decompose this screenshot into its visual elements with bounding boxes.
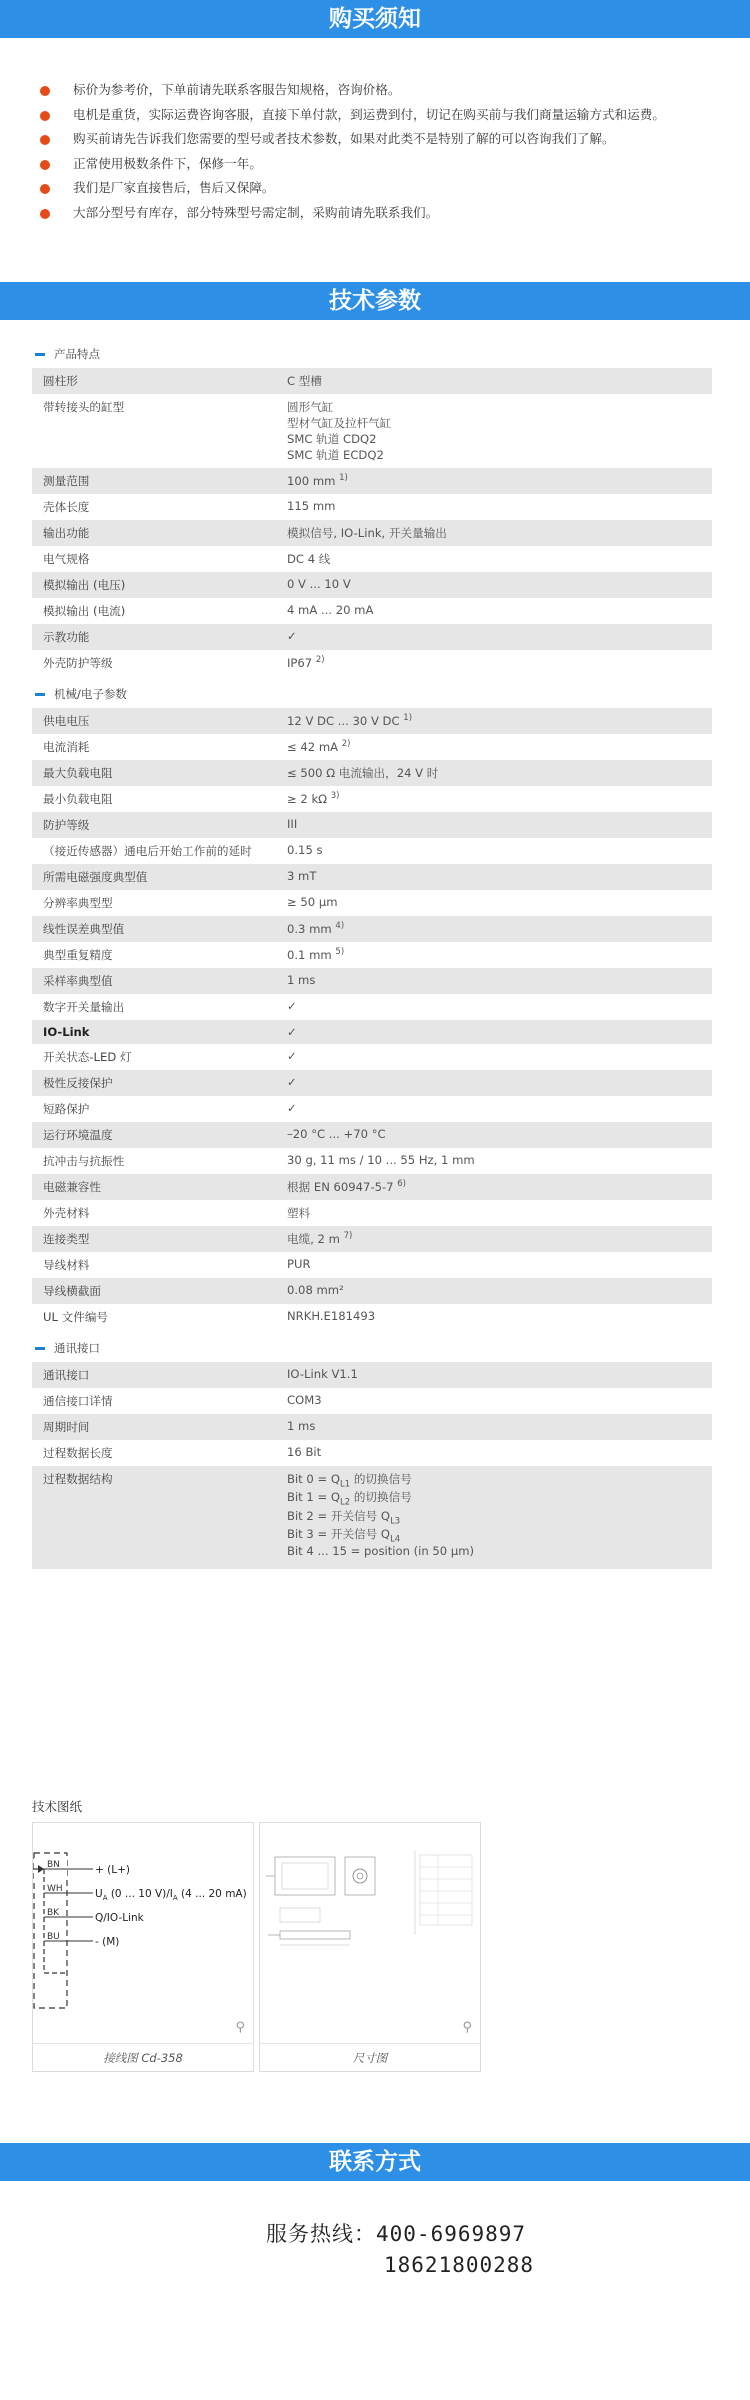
spec-row: 采样率典型值 1 ms — [32, 968, 712, 994]
spec-row: （接近传感器）通电后开始工作前的延时 0.15 s — [43, 843, 323, 858]
notice-item: 电机是重货，实际运费咨询客服，直接下单付款，到运费到付，切记在购买前与我们商量运输方式和运费。 — [36, 103, 736, 128]
dimension-caption: 尺寸图 — [260, 2043, 480, 2071]
check-icon: ✓ — [287, 1049, 297, 1063]
spec-row: UL 文件编号 NRKH.E181493 — [43, 1309, 376, 1324]
spec-row: 分辨率典型型 ≥ 50 µm — [43, 895, 338, 910]
spec-row: 运行环境温度 –20 °C ... +70 °C — [32, 1122, 712, 1148]
wire-bn-label: BN — [47, 1860, 60, 1870]
magnifier-icon[interactable]: ⚲ — [235, 2020, 245, 2035]
spec-row: 连接类型 电缆, 2 m $^{7)}$ — [32, 1226, 712, 1252]
specs-banner — [0, 282, 750, 320]
spec-row: 极性反接保护 ✓ — [32, 1070, 712, 1096]
spec-row: 最大负载电阻 ≤ 500 Ω 电流输出，24 V 时 — [32, 760, 712, 786]
spec-row: 开关状态-LED 灯 ✓ — [32, 1044, 712, 1070]
spec-row: 防护等级 III — [32, 812, 712, 838]
spec-row: 电流消耗 ≤ 42 mA $^{2)}$ — [43, 739, 351, 754]
check-icon: ✓ — [287, 1101, 297, 1115]
section-title: 机械/电子参数 — [32, 680, 712, 708]
magnifier-icon[interactable]: ⚲ — [462, 2020, 472, 2035]
spec-row: 输出功能 模拟信号, IO-Link, 开关量输出 — [32, 520, 712, 546]
spec-row: 壳体长度 115 mm — [43, 499, 336, 514]
drawings-title: 技术图纸 — [32, 1799, 83, 1814]
dimension-drawing-card[interactable] — [259, 1822, 481, 2072]
notice-item: 购买前请先告诉我们您需要的型号或者技术参数，如果对此类不是特别了解的可以咨询我们了解。 — [36, 127, 736, 152]
notice-item: 正常使用极数条件下，保修一年。 — [36, 152, 736, 177]
section-title: 通讯接口 — [32, 1334, 712, 1362]
spec-row: IO-Link ✓ — [32, 1020, 712, 1044]
bullet-icon — [40, 111, 50, 121]
specs-title: 技术参数 — [329, 288, 421, 314]
spec-row: 短路保护 ✓ — [32, 1096, 712, 1122]
check-icon: ✓ — [287, 1075, 297, 1089]
spec-row: 供电电压 12 V DC ... 30 V DC $^{1)}$ — [32, 708, 712, 734]
spec-row: 过程数据长度 16 Bit — [43, 1445, 322, 1460]
bullet-icon — [40, 184, 50, 194]
spec-row: 导线材料 PUR — [43, 1257, 311, 1272]
terminal-analog: $U_A$ (0 ... 10 $V)/I_A$ (4 ... 20 mA) — [95, 1888, 247, 1902]
phone-number: 18621800288 — [384, 2253, 535, 2277]
dash-icon — [35, 353, 45, 356]
wiring-diagram — [33, 1823, 253, 2043]
bullet-icon — [40, 135, 50, 145]
spec-row: 通信接口详情 COM3 — [43, 1393, 322, 1408]
spec-row: 带转接头的缸型 圆形气缸 型材气缸及拉杆气缸 SMC 轨道 CDQ2 SMC 轨道 ECDQ2 — [43, 400, 392, 462]
spec-row: 示教功能 ✓ — [32, 624, 712, 650]
notice-list — [36, 78, 736, 225]
contact-title: 联系方式 — [329, 2149, 421, 2175]
spec-row: 圆柱形 C 型槽 — [32, 368, 712, 394]
dash-icon — [35, 1347, 45, 1350]
spec-row: 电气规格 DC 4 线 — [43, 552, 331, 566]
spec-row: 测量范围 100 mm $^{1)}$ — [32, 468, 712, 494]
terminal-m: - (M) — [95, 1936, 120, 1948]
hotline-text: 服务热线：400-6969897 — [266, 2222, 527, 2246]
bullet-icon — [40, 86, 50, 96]
dash-icon — [35, 693, 45, 696]
contact-banner — [0, 2143, 750, 2181]
spec-row: 周期时间 1 ms — [32, 1414, 712, 1440]
notice-item: 大部分型号有库存，部分特殊型号需定制，采购前请先联系我们。 — [36, 201, 736, 226]
spec-row: 外壳材料 塑料 — [43, 1206, 311, 1220]
spec-row: 典型重复精度 0.1 mm $^{5)}$ — [43, 947, 345, 962]
spec-row: 最小负载电阻 ≥ 2 kΩ $^{3)}$ — [43, 791, 340, 806]
wire-bu-label: BU — [47, 1932, 60, 1942]
spec-row: 外壳防护等级 IP67 $^{2)}$ — [43, 655, 325, 670]
bullet-icon — [40, 160, 50, 170]
notice-item: 我们是厂家直接售后，售后又保障。 — [36, 176, 736, 201]
dimension-drawing — [260, 1823, 480, 2043]
spec-row: 模拟输出 (电流) 4 mA ... 20 mA — [43, 603, 374, 618]
wire-bk-label: BK — [47, 1908, 60, 1918]
wiring-caption: 接线图 Cd-358 — [33, 2043, 253, 2071]
spec-row: 数字开关量输出 ✓ — [32, 994, 712, 1020]
spec-row: 电磁兼容性 根据 EN 60947-5-7 $^{6)}$ — [32, 1174, 712, 1200]
spec-row: 过程数据结构 Bit $0 = Q_{L1}$ 的切换信号 Bit $1 = Q_{L2}$ 的切换信号 Bit 2 = 开关信号 $Q_{L3}$ Bit 3 = 开关信号 $Q_{L4}$ Bit 4 ... 15 = position (in 50 µm) — [32, 1466, 712, 1569]
terminal-lplus: + (L+) — [95, 1864, 130, 1876]
bullet-icon — [40, 209, 50, 219]
wiring-diagram-card[interactable] — [32, 1822, 254, 2072]
check-icon: ✓ — [287, 629, 297, 643]
check-icon: ✓ — [287, 999, 297, 1013]
spec-table — [32, 340, 712, 1569]
check-icon: ✓ — [287, 1025, 297, 1039]
notice-banner — [0, 0, 750, 38]
wire-wh-label: WH — [47, 1884, 63, 1894]
notice-item: 标价为参考价，下单前请先联系客服告知规格，咨询价格。 — [36, 78, 736, 103]
spec-row: 通讯接口 IO-Link V1.1 — [32, 1362, 712, 1388]
spec-row: 线性误差典型值 0.3 mm $^{4)}$ — [32, 916, 712, 942]
spec-row: 抗冲击与抗振性 30 g, 11 ms / 10 ... 55 Hz, 1 mm — [43, 1153, 475, 1168]
section-title: 产品特点 — [32, 340, 712, 368]
terminal-qio: Q/IO-Link — [95, 1912, 144, 1924]
spec-row: 所需电磁强度典型值 3 mT — [32, 864, 712, 890]
spec-row: 导线横截面 0.08 mm² — [32, 1278, 712, 1304]
notice-title: 购买须知 — [329, 6, 421, 32]
spec-row: 模拟输出 (电压) 0 V ... 10 V — [32, 572, 712, 598]
